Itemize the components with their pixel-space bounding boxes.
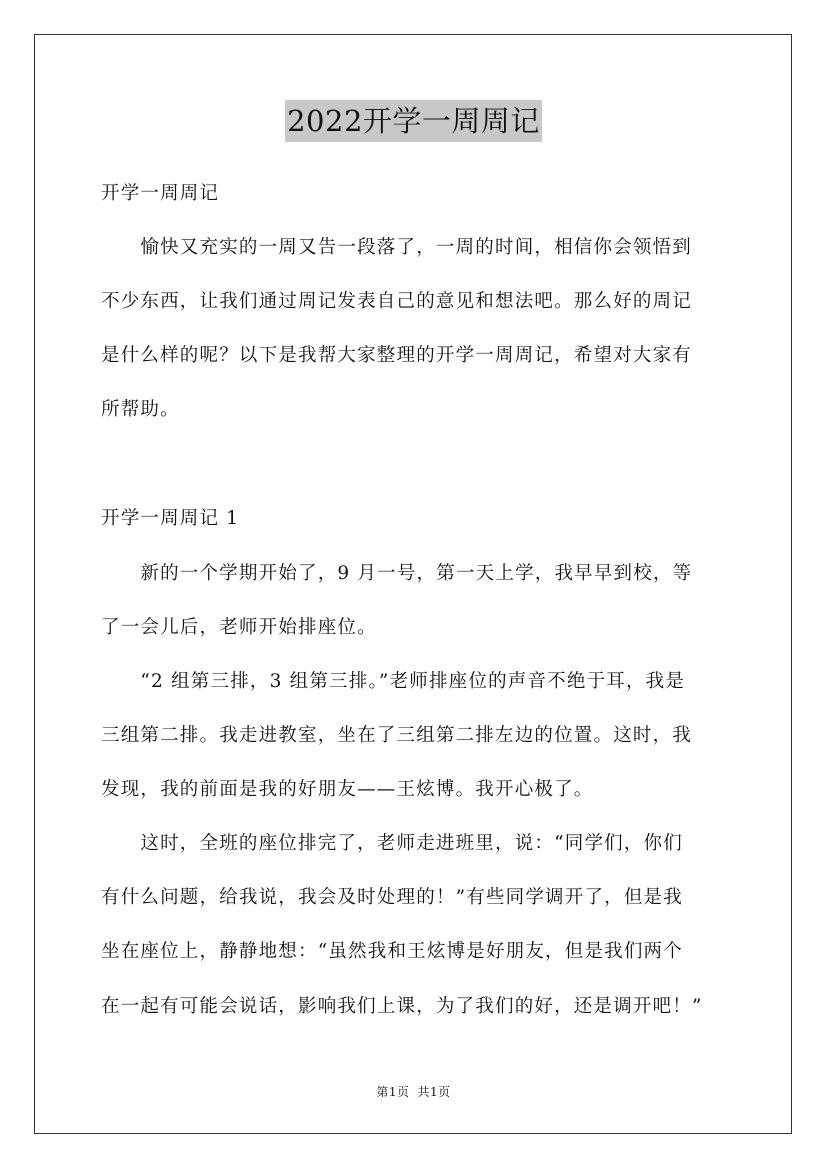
paragraph-line: 不少东西，让我们通过周记发表自己的意见和想法吧。那么好的周记: [101, 291, 693, 312]
paragraph-line: 是什么样的呢？以下是我帮大家整理的开学一周周记，希望对大家有: [101, 345, 693, 366]
paragraph-line: 有什么问题，给我说，我会及时处理的！”有些同学调开了，但是我: [101, 887, 683, 908]
paragraph-line: 愉快又充实的一周又告一段落了，一周的时间，相信你会领悟到: [101, 237, 693, 258]
section-heading: 开学一周周记: [101, 183, 220, 204]
section-heading: 开学一周周记 1: [101, 508, 240, 529]
page-number: 第1页: [376, 1085, 410, 1099]
paragraph-line: 坐在座位上，静静地想：“虽然我和王炫博是好朋友，但是我们两个: [101, 941, 683, 962]
document-title-text: 2022开学一周周记: [285, 100, 542, 142]
paragraph-line: 新的一个学期开始了，9 月一号，第一天上学，我早早到校，等: [101, 563, 693, 584]
paragraph-line: 这时，全班的座位排完了，老师走进班里，说：“同学们，你们: [101, 833, 683, 854]
paragraph-line: 了一会儿后，老师开始排座位。: [101, 617, 377, 638]
document-title: [0, 100, 827, 142]
page-total: 共1页: [417, 1085, 451, 1099]
paragraph-line: 三组第二排。我走进教室，坐在了三组第二排左边的位置。这时，我: [101, 725, 693, 746]
paragraph-line: 发现，我的前面是我的好朋友——王炫博。我开心极了。: [101, 779, 594, 800]
page-footer: [0, 1083, 827, 1100]
paragraph-line: 所帮助。: [101, 399, 180, 420]
paragraph-line: 在一起有可能会说话，影响我们上课，为了我们的好，还是调开吧！”: [101, 996, 703, 1017]
paragraph-line: “2 组第三排，3 组第三排。”老师排座位的声音不绝于耳，我是: [101, 671, 686, 692]
